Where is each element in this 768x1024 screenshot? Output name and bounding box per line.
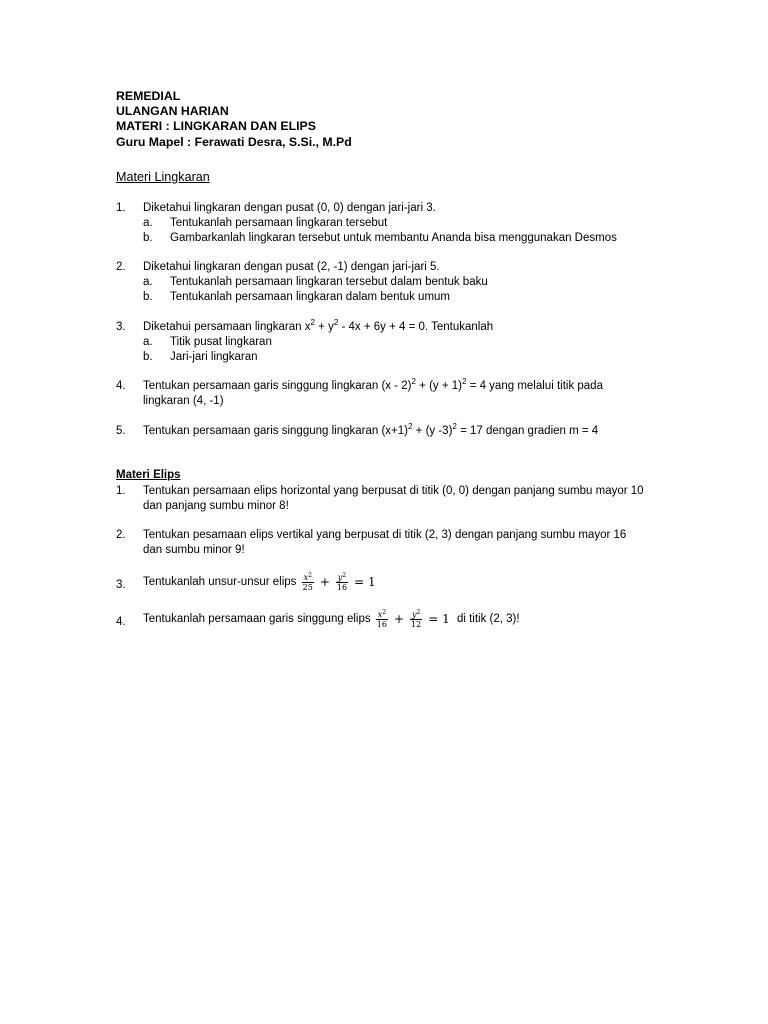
- math-variable: y: [411, 610, 417, 619]
- sub-letter: a.: [143, 336, 153, 348]
- section-title-lingkaran: Materi Lingkaran: [116, 170, 210, 184]
- superscript: 2: [462, 377, 467, 386]
- fraction-denominator: 16: [336, 583, 348, 592]
- sub-text: Tentukanlah persamaan lingkaran dalam bentuk umum: [170, 291, 450, 303]
- question-text: [143, 424, 653, 439]
- equals-one: = 1: [354, 574, 376, 589]
- fraction-numerator: [336, 573, 348, 583]
- text-part: + y: [314, 321, 334, 333]
- equals-one: = 1: [428, 611, 450, 626]
- question-number: 1.: [116, 202, 126, 214]
- sub-text: Tentukanlah persamaan lingkaran tersebut: [170, 217, 388, 229]
- section-title-elips: Materi Elips: [116, 469, 181, 481]
- question-text: Tentukan persamaan elips horizontal yang berpusat di titik (0, 0) dengan panjang sumbu mayor 10 dan panjang sumbu minor 8!: [143, 485, 644, 512]
- plus-sign: +: [393, 611, 405, 626]
- sub-text: Gambarkanlah lingkaran tersebut untuk membantu Ananda bisa menggunakan Desmos: [170, 232, 617, 244]
- question-text: Diketahui lingkaran dengan pusat (2, -1) dengan jari-jari 5.: [143, 261, 440, 273]
- question-text: [143, 379, 623, 408]
- math-variable: y: [337, 573, 343, 582]
- sub-letter: b.: [143, 232, 153, 244]
- sub-letter: a.: [143, 217, 153, 229]
- text-part: Tentukan persamaan garis singgung lingkaran (x+1): [143, 425, 408, 437]
- question-text: [143, 320, 653, 335]
- question-number: 5.: [116, 425, 126, 437]
- text-part: Tentukan persamaan garis singgung lingkaran (x - 2): [143, 380, 412, 392]
- text-part: + (y + 1): [415, 380, 462, 392]
- header-subtitle: ULANGAN HARIAN: [116, 104, 229, 119]
- sub-text: Titik pusat lingkaran: [170, 336, 272, 348]
- text-part: Tentukanlah persamaan garis singgung elips: [143, 612, 371, 625]
- fraction: [302, 573, 314, 592]
- text-part: di titik (2, 3)!: [453, 612, 520, 625]
- question-number: 3.: [116, 321, 126, 333]
- document-header: [116, 89, 352, 150]
- text-part: = 17 dengan gradien m = 4: [456, 425, 599, 437]
- superscript: 2: [411, 377, 416, 386]
- superscript: 2: [308, 572, 312, 579]
- fraction-numerator: [410, 610, 422, 620]
- text-part: = 4 yang melalui titik pada lingkaran (4, -1): [143, 380, 603, 407]
- sub-text: Jari-jari lingkaran: [170, 351, 258, 363]
- question-number: 3.: [116, 579, 126, 591]
- fraction: [410, 610, 422, 629]
- superscript: 2: [333, 318, 339, 327]
- superscript: 2: [342, 572, 347, 579]
- text-part: Tentukanlah unsur-unsur elips: [143, 575, 297, 588]
- superscript: 2: [452, 422, 457, 431]
- fraction-numerator: [302, 573, 314, 583]
- superscript: 2: [407, 422, 413, 431]
- math-variable: x: [303, 573, 309, 582]
- fraction: [376, 610, 388, 629]
- header-topic: MATERI : LINGKARAN DAN ELIPS: [116, 119, 316, 134]
- question-number: 2.: [116, 261, 126, 273]
- question-number: 4.: [116, 380, 126, 392]
- sub-text: Tentukanlah persamaan lingkaran tersebut dalam bentuk baku: [170, 276, 488, 288]
- sub-letter: a.: [143, 276, 153, 288]
- superscript: 2: [310, 318, 315, 327]
- question-number: 4.: [116, 616, 126, 628]
- question-number: 2.: [116, 529, 126, 541]
- question-text: [143, 573, 653, 592]
- superscript: 2: [416, 609, 421, 616]
- question-text: Diketahui lingkaran dengan pusat (0, 0) dengan jari-jari 3.: [143, 202, 436, 214]
- fraction: [336, 573, 348, 592]
- text-part: + (y -3): [412, 425, 453, 437]
- text-part: Diketahui persamaan lingkaran x: [143, 321, 311, 333]
- header-teacher: Guru Mapel : Ferawati Desra, S.Si., M.Pd: [116, 134, 352, 149]
- fraction-denominator: 12: [411, 620, 422, 629]
- sub-letter: b.: [143, 351, 153, 363]
- question-number: 1.: [116, 485, 126, 497]
- plus-sign: +: [319, 574, 330, 589]
- question-text: Tentukan pesamaan elips vertikal yang berpusat di titik (2, 3) dengan panjang sumbu mayor 16 dan sumbu minor 9!: [143, 529, 627, 556]
- question-text: [143, 610, 653, 629]
- sub-letter: b.: [143, 291, 153, 303]
- math-variable: x: [377, 610, 383, 619]
- superscript: 2: [382, 609, 387, 616]
- header-title: REMEDIAL: [116, 89, 181, 103]
- fraction-denominator: 25: [302, 583, 313, 592]
- fraction-denominator: 16: [376, 620, 387, 629]
- text-part: - 4x + 6y + 4 = 0. Tentukanlah: [338, 321, 494, 333]
- fraction-numerator: [376, 610, 388, 620]
